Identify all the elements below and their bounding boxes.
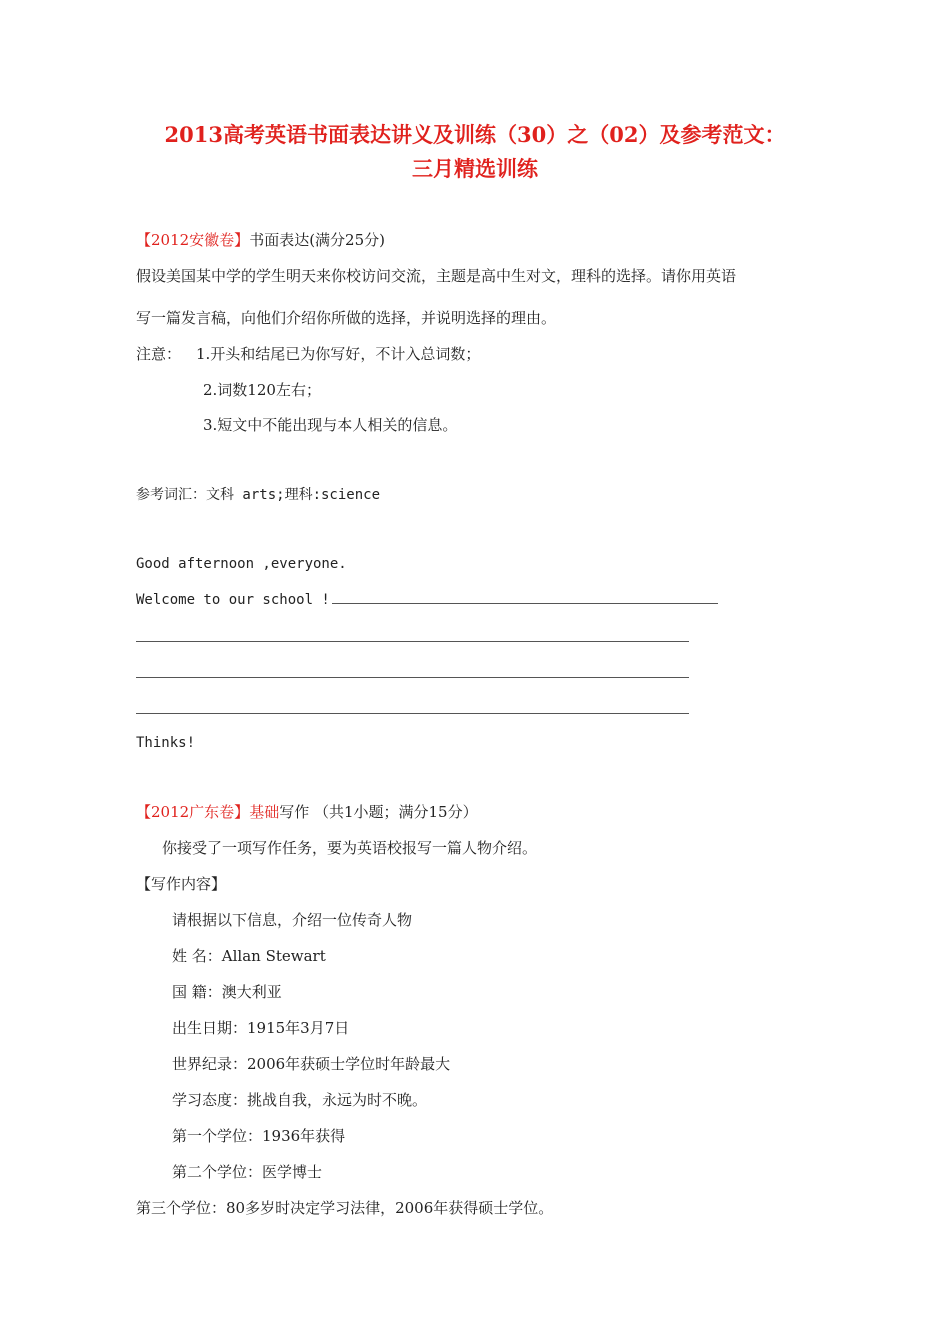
info-name: 姓 名：Allan Stewart: [172, 947, 326, 965]
note-3: 3.短文中不能出现与本人相关的信息。: [203, 416, 458, 434]
section2-heading-text: 写作 （共1小题；满分15分）: [279, 803, 478, 821]
document-title-line2: 三月精选训练: [412, 156, 538, 181]
blank-line-1: [136, 641, 689, 642]
reference-vocabulary: 参考词汇：文科 arts;理科:science: [136, 487, 381, 503]
section1-tag: 【2012安徽卷】: [136, 231, 250, 249]
section1-prompt-line2: 写一篇发言稿，向他们介绍你所做的选择，并说明选择的理由。: [136, 309, 557, 327]
opening-line: Good afternoon ,everyone.: [136, 556, 347, 572]
info-world-record: 世界纪录：2006年获硕士学位时年龄最大: [172, 1055, 451, 1073]
note-1: 1.开头和结尾已为你写好，不计入总词数；: [196, 345, 481, 363]
blank-line-3: [136, 713, 689, 714]
section2-tag: 【2012广东卷】: [136, 803, 250, 821]
section2-heading: [136, 801, 478, 823]
section2-intro: 你接受了一项写作任务，要为英语校报写一篇人物介绍。: [162, 839, 538, 857]
document-title-line1: 2013高考英语书面表达讲义及训练（30）之（02）及参考范文：: [164, 122, 786, 147]
info-study-attitude: 学习态度：挑战自我，永远为时不晚。: [172, 1091, 428, 1109]
writing-content-label: 【写作内容】: [136, 875, 227, 893]
info-first-degree: 第一个学位：1936年获得: [172, 1127, 346, 1145]
blank-line-2: [136, 677, 689, 678]
info-birth-date: 出生日期：1915年3月7日: [172, 1019, 350, 1037]
info-third-degree: 第三个学位：80多岁时决定学习法律，2006年获得硕士学位。: [136, 1199, 554, 1217]
writing-instruction: 请根据以下信息，介绍一位传奇人物: [172, 911, 413, 929]
section2-tag-word: 基础: [249, 803, 280, 821]
info-second-degree: 第二个学位：医学博士: [172, 1163, 323, 1181]
note-2: 2.词数120左右；: [203, 381, 321, 399]
section1-prompt-line1: 假设美国某中学的学生明天来你校访问交流，主题是高中生对文，理科的选择。请你用英语: [136, 267, 737, 285]
info-nationality: 国 籍：澳大利亚: [172, 983, 282, 1001]
section1-heading: [136, 229, 385, 251]
welcome-text: Welcome to our school !: [136, 592, 330, 608]
welcome-line: [136, 589, 718, 611]
closing-line: Thinks!: [136, 735, 196, 751]
blank-underline: [332, 589, 718, 604]
notes-label: 注意：: [136, 345, 182, 363]
section1-heading-text: 书面表达(满分25分): [249, 231, 385, 249]
